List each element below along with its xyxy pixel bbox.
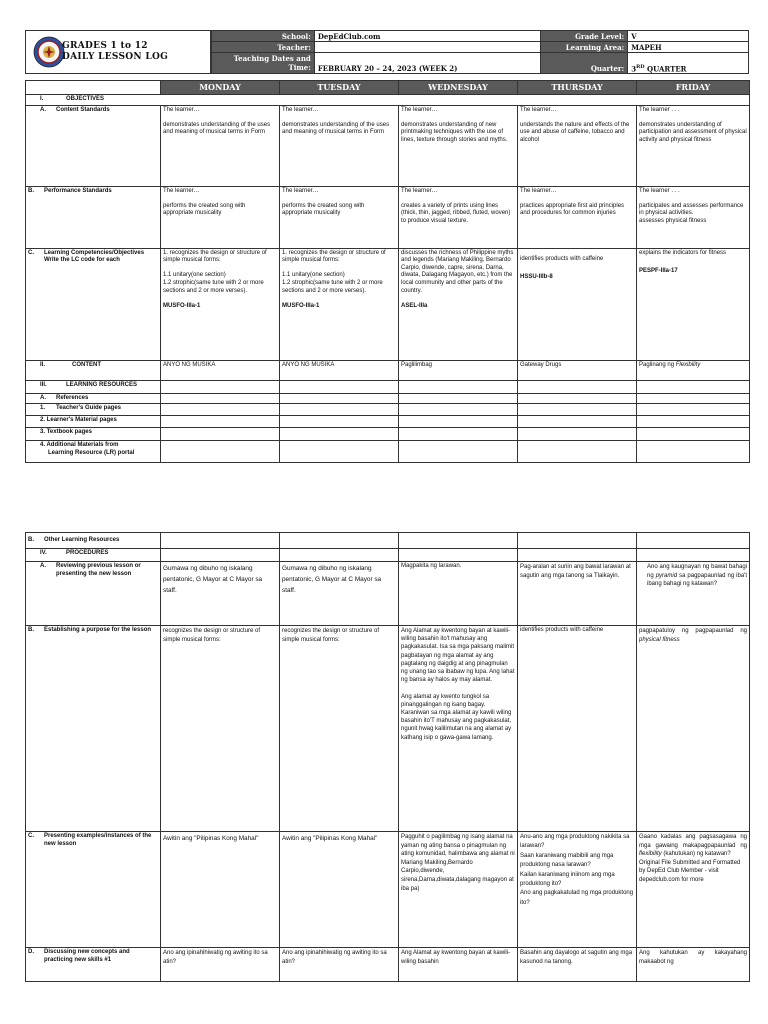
perf-std-monday-text: The learner… performs the created song with appropriate musicality	[163, 187, 246, 217]
examples-thursday[interactable]	[518, 832, 637, 948]
dates-label-line-1: Teaching Dates and	[233, 54, 311, 63]
learning-resources-row	[26, 380, 750, 393]
additional-materials-row	[26, 441, 750, 463]
dates-value[interactable]: FEBRUARY 20 – 24, 2023 (WEEK 2)	[314, 53, 541, 74]
discuss-tuesday[interactable]: Ano ang ipinahihiwatig ng awiting ito sa atin?	[280, 948, 399, 982]
am-cell[interactable]	[518, 441, 637, 463]
proc-cell	[161, 549, 280, 562]
lm-cell[interactable]	[280, 416, 399, 428]
content-std-tuesday-text: The learner… demonstrates understanding of the uses and meaning of musical terms in Form	[282, 106, 390, 136]
tb-cell[interactable]	[161, 428, 280, 441]
content-friday-italic: Flexibility	[675, 361, 701, 368]
title-line-2: DAILY LESSON LOG	[62, 52, 169, 62]
lc-thursday-text: identifies products with caffeine	[520, 255, 604, 262]
textbook-text: Textbook pages	[46, 429, 92, 436]
review-friday-b: sa pagpapaunlad ng iba't ibang bahagi ng katawan?	[647, 572, 747, 588]
dates-label-line-2: Time:	[288, 63, 311, 72]
other-cell[interactable]	[518, 533, 637, 549]
am-cell[interactable]	[161, 441, 280, 463]
content-standards-num: A.	[40, 106, 46, 113]
other-cell[interactable]	[637, 533, 750, 549]
review-friday-italic: pyramid	[655, 572, 678, 579]
day-wednesday: WEDNESDAY	[399, 81, 518, 95]
purpose-monday[interactable]: recognizes the design or structure of simple musical forms:	[161, 626, 280, 832]
day-header-row	[26, 81, 750, 95]
tb-cell[interactable]	[399, 428, 518, 441]
purpose-thursday[interactable]: identifies products with caffeine	[518, 626, 637, 832]
purpose-row	[26, 626, 750, 832]
content-standards-text: Content Standards	[56, 106, 110, 113]
performance-standards-row	[26, 186, 750, 248]
procedures-text: PROCEDURES	[66, 550, 109, 556]
lesson-log-header	[25, 30, 749, 74]
discussing-text: Discussing new concepts and practicing new skills #1	[44, 949, 130, 963]
content-std-friday-text: The learner . . . demonstrates understanding of participation and assessment of physical activity and physical fitness	[639, 106, 747, 143]
content-text: CONTENT	[72, 361, 101, 368]
teacher-label: Teacher:	[212, 42, 315, 53]
content-std-thursday[interactable]	[518, 105, 637, 186]
dates-label	[212, 53, 315, 74]
review-friday-a: Ano ang kaugnayan ng bawat bahagi ng	[647, 564, 747, 579]
other-resources-row	[26, 533, 750, 549]
perf-std-friday[interactable]	[637, 186, 750, 248]
perf-std-tuesday-text: The learner… performs the created song with appropriate musicality	[282, 187, 365, 217]
lc-friday-code: PESPF-IIIa-17	[639, 268, 678, 275]
lc-wednesday-code: ASEL-IIIa	[401, 303, 428, 310]
lr-cell	[637, 380, 750, 393]
other-cell[interactable]	[161, 533, 280, 549]
review-tuesday[interactable]: Gumawa ng dibuho ng iskalang pentatonic, G Mayor at C Mayor sa staff.	[280, 562, 399, 626]
performance-standards-label	[26, 186, 161, 248]
purpose-friday[interactable]	[637, 626, 750, 832]
performance-standards-num: B.	[28, 187, 34, 194]
content-friday-text: Paglinang ng	[639, 361, 676, 368]
other-cell[interactable]	[280, 533, 399, 549]
perf-std-thursday[interactable]	[518, 186, 637, 248]
lm-cell[interactable]	[518, 416, 637, 428]
learners-material-row	[26, 416, 750, 428]
lr-cell	[280, 380, 399, 393]
discuss-thursday[interactable]: Basahin ang dayalogo at sagutin ang mga kasunod na tanong.	[518, 948, 637, 982]
ref-cell[interactable]	[399, 393, 518, 404]
purpose-friday-a: pagpapatuloy ng pagpapaunlad ng	[639, 628, 747, 634]
textbook-num: 3.	[40, 429, 46, 436]
day-header-blank	[26, 81, 161, 95]
content-std-thursday-text: The learner… understands the nature and effects of the use and abuse of caffeine, tobacco and alcohol	[520, 106, 630, 143]
perf-std-tuesday[interactable]	[280, 186, 399, 248]
procedures-num: IV.	[40, 550, 47, 556]
purpose-text: Establishing a purpose for the lesson	[44, 627, 152, 633]
teachers-guide-row	[26, 404, 750, 416]
lc-tuesday-text: 1. recognizes the design or structure of simple musical forms: 1.1 unitary(one section) 1.2 strophic(same tune with 2 or more sections and 2 or more verses).	[282, 249, 386, 294]
examples-text: Presenting examples/instances of the new lesson	[44, 833, 152, 847]
lr-cell	[161, 380, 280, 393]
other-resources-num: B.	[28, 536, 34, 543]
purpose-tuesday[interactable]: recognizes the design or structure of simple musical forms:	[280, 626, 399, 832]
title-line-1: GRADES 1 to 12	[62, 41, 148, 51]
procedures-row	[26, 549, 750, 562]
examples-friday-a: Gaano kadalas ang pagsasagawa ng mga gawaing makapagpapaunlad ng	[639, 834, 747, 849]
lm-cell[interactable]	[399, 416, 518, 428]
purpose-wednesday-text: Ang Alamat ay kwentong bayan at kawili- wiling basahin ito't mahusay ang pagkakasulat. Isa sa mga paksang malimit pagbatayan ng mga alamat ay ang pagtalang ng daigdig at ang pinagmulan ng unang tao sa ibabaw ng lupa. Ang lahat ng bansa ay halos ay may alamat. Ang alamat ay kwento tungkol sa pinanggalingan ng isang bagay. Karaniwan sa mga alamat ay kawili wiling basahin ito'T mahusay ang pagkakasulat, ngunit hwag kalilimutan na ang alamat ay kathang isip o gawa-gawa lamang.	[401, 628, 515, 741]
teacher-value[interactable]	[314, 42, 541, 53]
examples-tuesday[interactable]: Awitin ang "Pilipinas Kong Mahal"	[280, 832, 399, 948]
lesson-table-bottom	[25, 532, 750, 982]
learning-competencies-text: Learning Competencies/Objectives	[44, 249, 145, 256]
learning-competencies-label	[26, 248, 161, 360]
review-wednesday[interactable]: Magpakita ng larawan.	[399, 562, 518, 626]
ref-cell[interactable]	[280, 393, 399, 404]
examples-friday-question	[639, 833, 747, 859]
learning-competencies-row	[26, 248, 750, 360]
reviewing-label	[26, 562, 161, 626]
examples-monday[interactable]: Awitin ang "Pilipinas Kong Mahal"	[161, 832, 280, 948]
title-block	[25, 30, 211, 74]
content-std-monday-text: The learner… demonstrates understanding of the uses and meaning of musical terms in Form	[163, 106, 271, 136]
textbook-label	[26, 428, 161, 441]
content-standards-row	[26, 105, 750, 186]
examples-num: C.	[28, 833, 34, 839]
discuss-friday[interactable]: Ang kahutukan ay kakayahang makaabot ng	[637, 948, 750, 982]
learning-resources-label	[26, 380, 161, 393]
review-thursday[interactable]: Pag-aralan at suriin ang bawat larawan at sagutin ang mga tanong sa Tlaikayin.	[518, 562, 637, 626]
teachers-guide-label	[26, 404, 161, 416]
grade-value[interactable]: V	[628, 31, 749, 42]
references-label	[26, 393, 161, 404]
am-cell[interactable]	[280, 441, 399, 463]
learning-resources-text: LEARNING RESOURCES	[66, 381, 138, 388]
content-std-friday[interactable]	[637, 105, 750, 186]
examples-friday-credit: Original File Submitted and Formatted by DepEd Club Member - visit depedclub.com for more	[639, 859, 741, 883]
day-monday: MONDAY	[161, 81, 280, 95]
tg-cell[interactable]	[637, 404, 750, 416]
lc-tuesday[interactable]	[280, 248, 399, 360]
tg-cell[interactable]	[161, 404, 280, 416]
objectives-heading	[26, 95, 750, 106]
learning-competencies-num: C.	[28, 249, 34, 256]
perf-std-wednesday-text: The learner… creates a variety of prints using lines (thick, thin, jagged, ribbed, fluted, woven) to produce visual texture.	[401, 187, 511, 224]
examples-wednesday[interactable]: Pagguhit o pagilimbag ng isang alamat na yaman ng ating bansa o pinagmulan ng ating komunidad, halimbawa ang alamat ni Mariang Makiling,Bernardo Carpio,diwende, sirena,Darna,diwata,dalagang magayon at iba pa)	[399, 832, 518, 948]
ref-cell[interactable]	[518, 393, 637, 404]
content-standards-label	[26, 105, 161, 186]
discuss-wednesday[interactable]: Ang Alamat ay kwentong bayan at kawili- wiling basahin	[399, 948, 518, 982]
lc-monday[interactable]	[161, 248, 280, 360]
ref-cell[interactable]	[161, 393, 280, 404]
review-friday[interactable]	[637, 562, 750, 626]
day-thursday: THURSDAY	[518, 81, 637, 95]
perf-std-friday-text: The learner . . . participates and assesses performance in physical activities. assesses physical fitness	[639, 187, 744, 224]
quarter-suffix: RD	[636, 63, 645, 70]
perf-std-thursday-text: The learner… practices appropriate first aid principles and procedures for common injuries	[520, 187, 625, 217]
lr-cell	[518, 380, 637, 393]
log-title	[62, 41, 168, 63]
discussing-num: D.	[28, 949, 34, 955]
lc-friday[interactable]	[637, 248, 750, 360]
content-std-wednesday-text: The learner… demonstrates understanding of new printmaking techniques with the use of lines, texture through stories and myths.	[401, 106, 508, 143]
reviewing-row	[26, 562, 750, 626]
proc-cell	[518, 549, 637, 562]
teachers-guide-text: Teacher's Guide pages	[56, 405, 122, 412]
area-value[interactable]: MAPEH	[628, 42, 749, 53]
content-num: II.	[40, 361, 46, 368]
quarter-word: QUARTER	[647, 64, 687, 73]
reviewing-text: Reviewing previous lesson or presenting the new lesson	[56, 563, 141, 577]
additional-materials-label	[26, 441, 161, 463]
content-wednesday[interactable]: Paglilimbag	[399, 360, 518, 380]
area-label: Learning Area:	[541, 42, 628, 53]
references-text: References	[56, 394, 89, 401]
additional-materials-line-1: 4. Additional Materials from	[40, 442, 119, 449]
ref-cell[interactable]	[637, 393, 750, 404]
tb-cell[interactable]	[518, 428, 637, 441]
lc-monday-text: 1. recognizes the design or structure of simple musical forms: 1.1 unitary(one section) 1.2 strophic(same tune with 2 or more sections and 2 or more verses).	[163, 249, 267, 294]
day-tuesday: TUESDAY	[280, 81, 399, 95]
objectives-row	[26, 95, 750, 106]
purpose-label-wrap	[28, 627, 158, 635]
content-row	[26, 360, 750, 380]
proc-cell	[280, 549, 399, 562]
procedures-label	[26, 549, 161, 562]
other-resources-label	[26, 533, 161, 549]
day-friday: FRIDAY	[637, 81, 750, 95]
info-table	[211, 30, 749, 74]
teachers-guide-num: 1.	[40, 405, 46, 412]
content-monday[interactable]: ANYO NG MUSIKA	[161, 360, 280, 380]
lm-cell[interactable]	[161, 416, 280, 428]
content-label	[26, 360, 161, 380]
references-num: A.	[40, 394, 46, 401]
other-resources-text: Other Learning Resources	[44, 536, 120, 543]
content-friday[interactable]	[637, 360, 750, 380]
perf-std-monday[interactable]	[161, 186, 280, 248]
proc-cell	[399, 549, 518, 562]
examples-friday-b: (kahutukan) ng katawan?	[661, 851, 731, 858]
content-std-tuesday[interactable]	[280, 105, 399, 186]
examples-thursday-text: Anu-ano ang mga produktong nakikita sa larawan? Saan karaniwang mabibili ang mga produktong nasa larawan? Kailan karaniwang iniinom ang mga produktong ito? Ano ang pagkakatulad ng mga produktong ito?	[520, 834, 634, 906]
lesson-table-top	[25, 80, 750, 463]
content-std-wednesday[interactable]	[399, 105, 518, 186]
learners-material-label	[26, 416, 161, 428]
learning-competencies-line-1	[28, 250, 158, 258]
deped-seal-icon	[33, 36, 65, 68]
examples-friday-italic: flexibility	[639, 851, 662, 858]
perf-std-wednesday[interactable]	[399, 186, 518, 248]
purpose-label	[26, 626, 161, 832]
tg-cell[interactable]	[518, 404, 637, 416]
other-cell[interactable]	[399, 533, 518, 549]
lm-cell[interactable]	[637, 416, 750, 428]
lc-monday-code: MUSFO-IIIa-1	[163, 303, 201, 310]
lc-wednesday-text: discusses the richness of Philippine myths and legends (Mariang Makiling, Bernardo Carpio, diwende, capre, sirena, Darna, diwata, Dalagang Magayon, etc.) from the local community and other parts of the country.	[401, 249, 516, 294]
textbook-row	[26, 428, 750, 441]
references-row	[26, 393, 750, 404]
content-tuesday[interactable]: ANYO NG MUSIKA	[280, 360, 399, 380]
learners-material-num: 2.	[40, 417, 46, 424]
objectives-text: OBJECTIVES	[66, 96, 105, 102]
purpose-wednesday[interactable]	[399, 626, 518, 832]
lc-thursday-code: HSSU-IIIb-8	[520, 274, 553, 281]
am-cell[interactable]	[637, 441, 750, 463]
tb-cell[interactable]	[637, 428, 750, 441]
purpose-num: B.	[28, 627, 34, 633]
learning-resources-num: III.	[40, 381, 47, 388]
tg-cell[interactable]	[280, 404, 399, 416]
tb-cell[interactable]	[280, 428, 399, 441]
am-cell[interactable]	[399, 441, 518, 463]
grade-label: Grade Level:	[541, 31, 628, 42]
discussing-label-wrap	[28, 949, 158, 964]
content-thursday[interactable]: Gateway Drugs	[518, 360, 637, 380]
school-value[interactable]: DepEdClub.com	[314, 31, 541, 42]
performance-standards-text: Performance Standards	[44, 187, 112, 194]
reviewing-label-wrap	[40, 563, 158, 578]
reviewing-num: A.	[40, 563, 46, 569]
examples-label-wrap	[28, 833, 158, 848]
examples-row	[26, 832, 750, 948]
content-std-monday[interactable]	[161, 105, 280, 186]
learners-material-text: Learner's Material pages	[46, 417, 117, 424]
learning-competencies-line-2: Write the LC code for each	[44, 257, 120, 264]
examples-friday[interactable]	[637, 832, 750, 948]
school-label: School:	[212, 31, 315, 42]
discuss-monday[interactable]: Ano ang ipinahihiwatig ng awiting ito sa atin?	[161, 948, 280, 982]
quarter-label: Quarter:	[541, 53, 628, 74]
lc-friday-text: explains the indicators for fitness	[639, 249, 727, 256]
additional-materials-line-2: Learning Resource (LR) portal	[48, 449, 135, 456]
lr-cell	[399, 380, 518, 393]
purpose-friday-italic: physical fitness	[639, 637, 680, 643]
discussing-label	[26, 948, 161, 982]
quarter-number: 3	[631, 64, 637, 73]
tg-cell[interactable]	[399, 404, 518, 416]
lc-wednesday[interactable]	[399, 248, 518, 360]
quarter-value[interactable]	[628, 53, 749, 74]
lc-thursday[interactable]	[518, 248, 637, 360]
review-monday[interactable]: Gumawa ng dibuho ng iskalang pentatonic, G Mayor at C Mayor sa staff.	[161, 562, 280, 626]
discussing-row	[26, 948, 750, 982]
objectives-num: I.	[40, 96, 44, 102]
lc-tuesday-code: MUSFO-IIIa-1	[282, 303, 320, 310]
examples-label	[26, 832, 161, 948]
proc-cell	[637, 549, 750, 562]
